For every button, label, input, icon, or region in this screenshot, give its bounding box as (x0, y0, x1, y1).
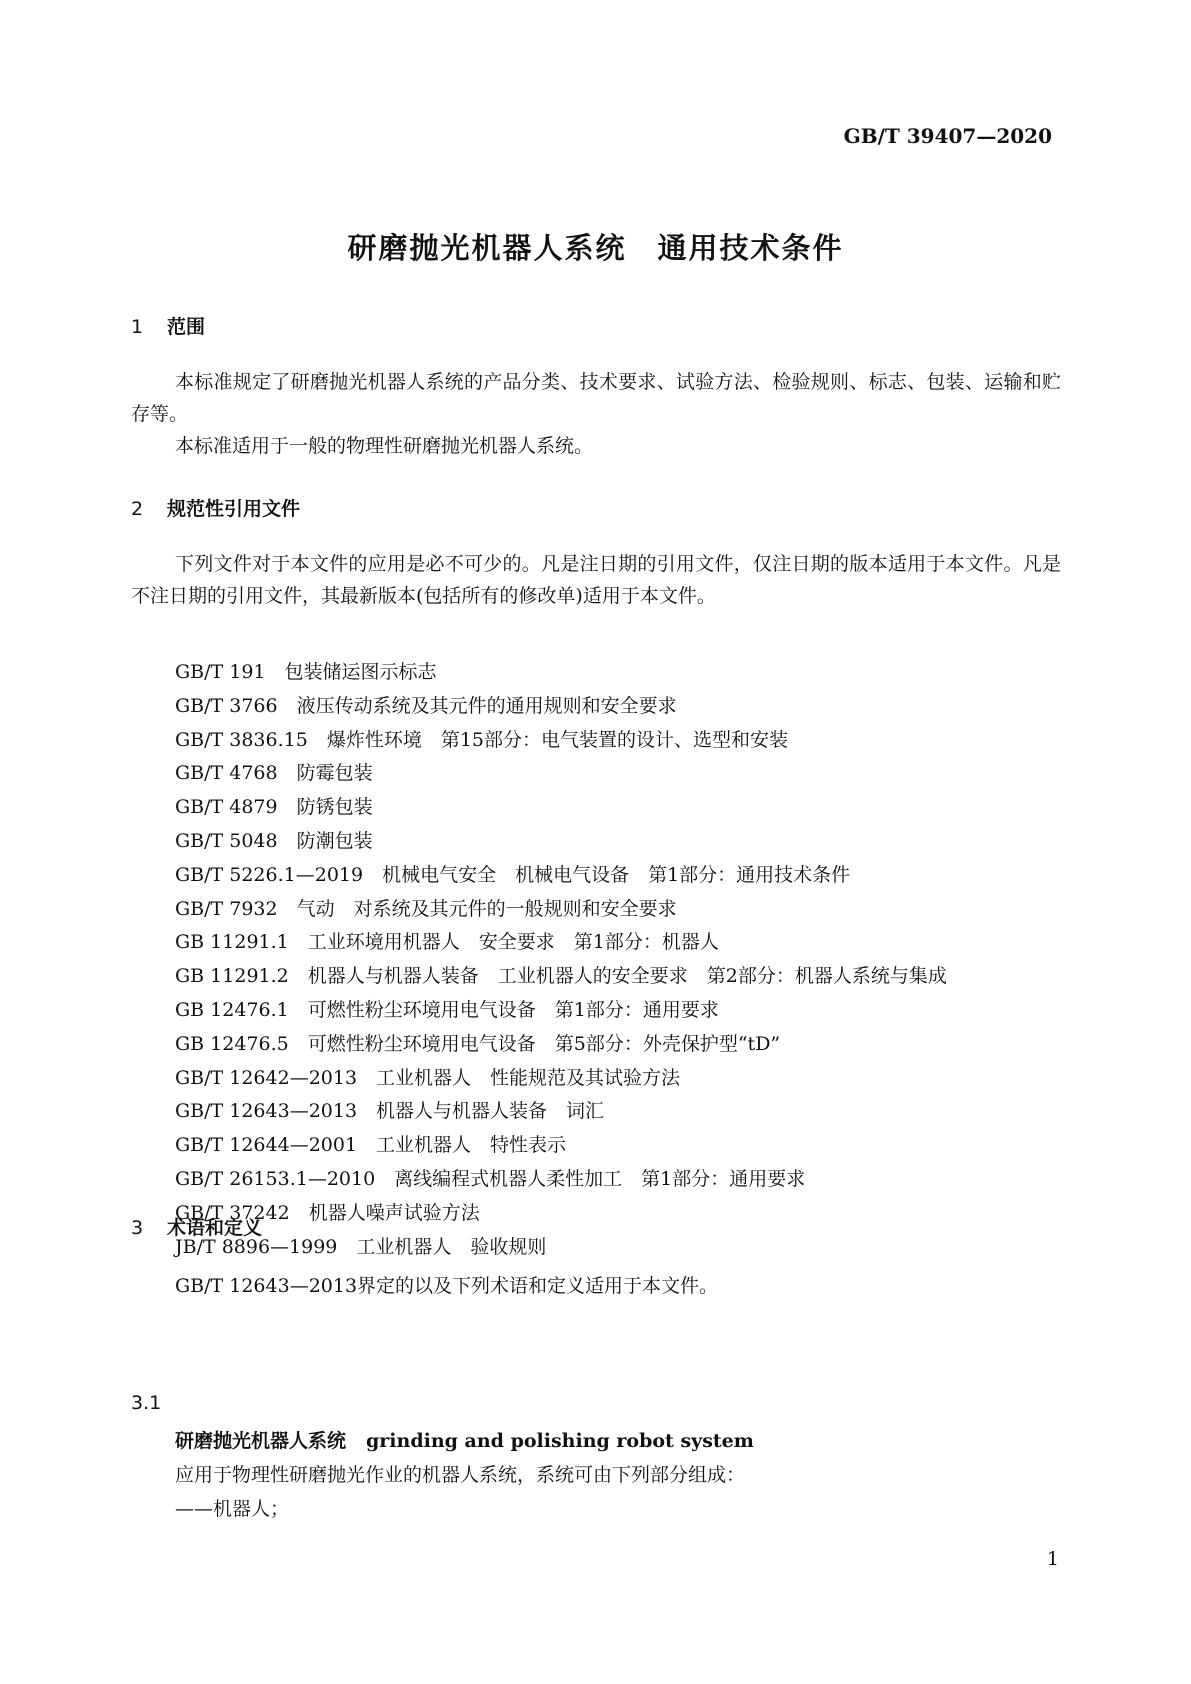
reference-list (175, 656, 947, 1264)
reference-item: GB/T 4879 防锈包装 (175, 796, 373, 819)
term-definition: 应用于物理性研磨抛光作业的机器人系统，系统可由下列部分组成： (175, 1464, 746, 1486)
reference-item: JB/T 8896—1999 工业机器人 验收规则 (175, 1235, 547, 1258)
reference-item: GB 11291.2 机器人与机器人装备 工业机器人的安全要求 第2部分：机器人系统与集成 (175, 965, 947, 988)
section-3-intro: GB/T 12643—2013界定的以及下列术语和定义适用于本文件。 (175, 1275, 719, 1297)
section-1-paragraph-1: 本标准规定了研磨抛光机器人系统的产品分类、技术要求、试验方法、检验规则、标志、包装、运输和贮存等。 (131, 371, 1061, 425)
reference-item: GB/T 26153.1—2010 离线编程式机器人柔性加工 第1部分：通用要求 (175, 1167, 806, 1190)
reference-item: GB/T 191 包装储运图示标志 (175, 661, 437, 683)
page-number: 1 (1046, 1548, 1059, 1570)
reference-item: GB/T 12643—2013 机器人与机器人装备 词汇 (175, 1100, 605, 1123)
section-3-number: 3 (131, 1217, 144, 1239)
document-title: 研磨抛光机器人系统 通用技术条件 (347, 231, 844, 265)
term-chinese: 研磨抛光机器人系统 (175, 1430, 347, 1452)
reference-item: GB/T 37242 机器人噪声试验方法 (175, 1201, 480, 1224)
reference-item: GB/T 5048 防潮包装 (175, 829, 373, 852)
section-3-title: 术语和定义 (167, 1217, 263, 1239)
term-english: grinding and polishing robot system (366, 1430, 754, 1452)
reference-item: GB/T 4768 防霉包装 (175, 762, 373, 785)
section-1-heading (131, 312, 205, 339)
reference-item: GB/T 12644—2001 工业机器人 特性表示 (175, 1134, 567, 1157)
reference-item: GB 12476.5 可燃性粉尘环境用电气设备 第5部分：外壳保护型“tD” (175, 1032, 781, 1055)
reference-item: GB/T 5226.1—2019 机械电气安全 机械电气设备 第1部分：通用技术条件 (175, 863, 851, 886)
reference-item: GB/T 7932 气动 对系统及其元件的一般规则和安全要求 (175, 897, 677, 920)
section-3-heading (131, 1213, 262, 1240)
term-entry (175, 1426, 754, 1453)
reference-item: GB/T 3766 液压传动系统及其元件的通用规则和安全要求 (175, 694, 677, 717)
subsection-3-1-number: 3.1 (131, 1392, 162, 1414)
section-2-number: 2 (131, 498, 144, 520)
section-1-paragraph-2: 本标准适用于一般的物理性研磨抛光机器人系统。 (175, 435, 594, 457)
section-2-intro: 下列文件对于本文件的应用是必不可少的。凡是注日期的引用文件，仅注日期的版本适用于本文件。凡是不注日期的引用文件，其最新版本(包括所有的修改单)适用于本文件。 (131, 553, 1061, 607)
reference-item: GB/T 3836.15 爆炸性环境 第15部分：电气装置的设计、选型和安装 (175, 728, 789, 751)
section-1-title: 范围 (167, 316, 206, 338)
definition-list-item: ——机器人； (175, 1498, 290, 1520)
reference-item: GB/T 12642—2013 工业机器人 性能规范及其试验方法 (175, 1066, 681, 1089)
reference-item: GB 12476.1 可燃性粉尘环境用电气设备 第1部分：通用要求 (175, 998, 719, 1021)
standard-number: GB/T 39407—2020 (843, 124, 1052, 148)
reference-item: GB 11291.1 工业环境用机器人 安全要求 第1部分：机器人 (175, 931, 719, 954)
section-2-heading (131, 494, 300, 521)
section-1-number: 1 (131, 316, 144, 338)
section-2-title: 规范性引用文件 (167, 498, 301, 520)
